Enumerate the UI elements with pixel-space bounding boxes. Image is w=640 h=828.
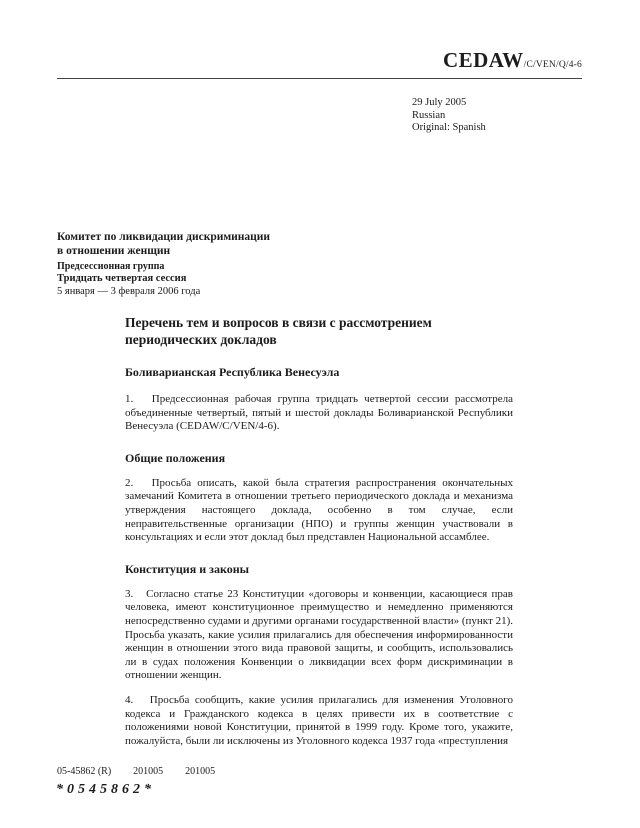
section-heading-general: Общие положения — [125, 450, 226, 465]
committee-name-line2: в отношении женщин — [57, 244, 171, 257]
barcode-text: *0545862* — [56, 782, 155, 797]
footer-code-2: 201005 — [185, 766, 216, 777]
session-dates: 5 января — 3 февраля 2006 года — [57, 285, 201, 297]
paragraph-3: 3. Согласно статье 23 Конституции «договоры и конвенции, касающиеся прав человека, имеют конституционное преимущество и немедленно применяются непосредственно судами и другими органами государственной власти» (пункт 21). Просьба указать, какие усилия прилагались для обеспечения информированности женщин в отношении этого вида правовой защиты, и сообщить, использовались ли в судах положения Конвенции о ликвидации всех форм дискриминации в отношении женщин. — [125, 587, 513, 682]
session-label: Тридцать четвертая сессия — [57, 273, 187, 284]
working-group-label: Предсессионная группа — [57, 261, 165, 272]
section-heading-constitution: Конституция и законы — [125, 561, 249, 576]
committee-name-line1: Комитет по ликвидации дискриминации — [57, 231, 271, 243]
footer-doc-number: 05-45862 (R) — [57, 766, 112, 777]
document-title: Перечень тем и вопросов в связи с рассмотрением периодических докладов — [125, 315, 432, 347]
footer-code-1: 201005 — [133, 766, 164, 777]
date-block — [412, 97, 486, 135]
document-symbol-ref: /C/VEN/Q/4-6 — [523, 60, 582, 70]
document-symbol-org: CEDAW — [442, 48, 524, 72]
country-heading: Боливарианская Республика Венесуэла — [125, 365, 340, 379]
language-label: Russian — [412, 109, 446, 121]
footer-document-number — [57, 766, 215, 777]
paragraph-1: 1. Предсессионная рабочая группа тридцать четвертой сессии рассмотрела объединенные четвертый, пятый и шестой доклады Боливарианской Республики Венесуэла (CEDAW/C/VEN/4-6). — [125, 393, 513, 433]
document-body — [125, 314, 513, 759]
header-rule — [57, 78, 582, 79]
paragraph-4: 4. Просьба сообщить, какие усилия прилагались для изменения Уголовного кодекса и Гражданского кодекса в целях привести их в соответствие с положениями новой Конституции, принятой в 1999 году. Кроме того, укажите, пожалуйста, были ли исключены из Уголовного кодекса 1937 года «преступления — [125, 693, 513, 747]
document-symbol — [443, 48, 582, 73]
committee-block — [57, 231, 270, 298]
paragraph-2: 2. Просьба описать, какой была стратегия распространения окончательных замечаний Комитета в отношении третьего периодического доклада и механизма утверждения настоящего доклада, особенно в том случае, если неправительственные организации (НПО) и группы женщин участвовали в консультациях и если этот доклад был представлен Национальной ассамблее. — [125, 476, 513, 544]
issue-date: 29 July 2005 — [412, 97, 467, 108]
original-language-label: Original: Spanish — [412, 122, 486, 133]
